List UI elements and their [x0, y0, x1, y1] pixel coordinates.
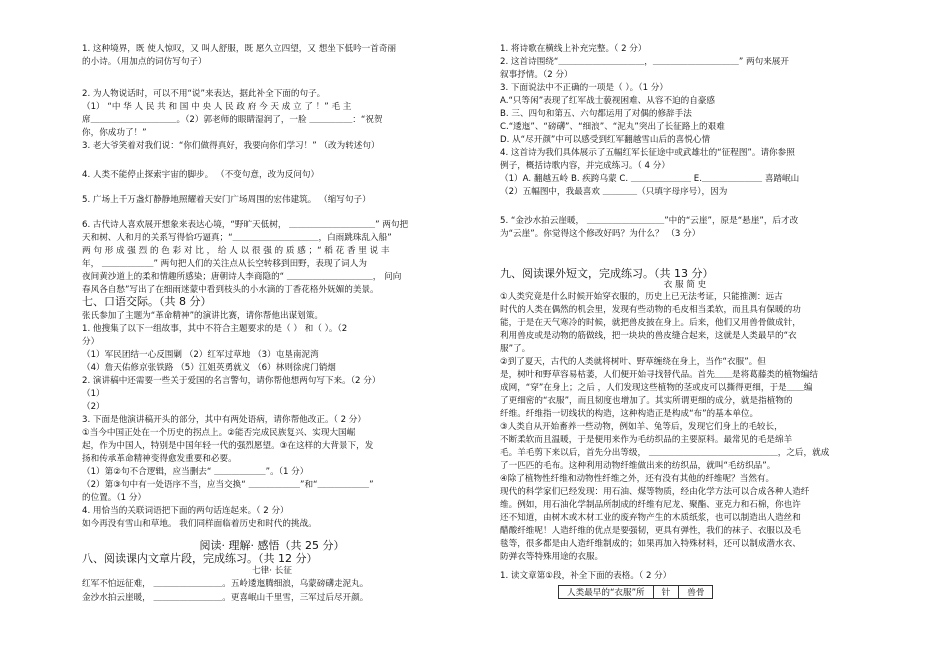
section-heading: 七、口语交际。（共 8 分）: [82, 295, 212, 308]
right-line: 毛。羊毛剪下来以后，首先分出等级， ＿＿＿＿＿＿＿＿＿＿＿＿＿＿＿，之后，就成: [500, 448, 830, 458]
left-line: 3. 老大爷笑着对我们说：“你们做得真好，我要向你们学习！” （改为转述句）: [82, 141, 380, 151]
left-line: （2）第③句中有一处语序不当，应当交换“ ＿＿＿＿＿＿”和“＿＿＿＿＿＿”: [82, 480, 374, 490]
section-heading: 八、阅读课内文章片段，完成练习。（共 12 分）: [82, 552, 318, 565]
left-line: 金沙水拍云崖暖， ＿＿＿＿＿＿＿＿。更喜岷山千里雪，三军过后尽开颜。: [82, 593, 369, 603]
right-line: 现代的科学家们已经发现：用石油、煤等物质，经由化学方法可以合成各种人造纤: [500, 487, 810, 497]
left-line: 席＿＿＿＿＿＿＿＿＿＿。（2）郭老师的眼睛湿润了，一脸 ＿＿＿＿＿：“祝贺: [82, 115, 383, 125]
left-line: （1）: [82, 389, 105, 399]
right-line: 成网，“穿”在身上；之后 ，人们发现这些植物的茎或皮可以撕得更细，于是＿＿编: [500, 383, 813, 393]
left-line: （1）第②句不合逻辑，应当删去“ ＿＿＿＿＿＿”。（1 分）: [82, 467, 309, 477]
right-line: 还不知道，由树木或木材工业的废弃物产生的木质纸浆，也可以制造出人造丝和: [500, 513, 801, 523]
right-line: 2. 这首诗围绕“＿＿＿＿＿＿＿＿＿＿，＿＿＿＿＿＿＿＿＿＿” 两句来展开: [500, 57, 789, 67]
left-line: 的位置。（1 分）: [82, 493, 147, 503]
left-line: 扬和传承革命精神变得愈发重要和必要。: [82, 454, 237, 464]
right-line: A.“只等闲”表现了红军战士藐视困难、从容不迫的自豪感: [500, 96, 716, 106]
left-line: 如今再没有雪山和草地。 我们同样面临着历史和时代的挑战。: [82, 519, 317, 529]
right-line: 1. 将诗歌在横线上补充完整。（ 2 分）: [500, 44, 647, 54]
right-line: ④除了植物性纤维和动物性纤维之外，还有没有其他的纤维呢？当然有。: [500, 474, 775, 484]
left-line: 起，作为中国人，特别是中国年轻一代的强烈愿望。③在这样的大背景下，发: [82, 441, 374, 451]
left-line: 的小诗。（用加点的词仿写句子）: [82, 57, 207, 67]
left-line: 年， ＿＿＿＿＿＿” 两句把人们的关注点从长空转移到田野，表现了词人为: [82, 259, 367, 269]
left-line: 4. 人类不能停止探索宇宙的脚步。 （不变句意，改为反问句）: [82, 170, 320, 180]
right-line: 了更细密的“衣服”，而且韧度也增加了。其实所谓更细的成分，就是指植物的: [500, 396, 793, 406]
poem-title: 七律· 长征: [252, 566, 292, 576]
right-line: 维。例如，用石油化学制品所制成的纤维有尼龙、聚酯、亚克力和石棉，你也许: [500, 500, 801, 510]
left-line: （1） “中 华 人 民 共 和 国 中 央 人 民 政 府 今 天 成 立 了 ！” 毛 主: [82, 102, 352, 112]
section-nine-heading: 九、阅读课外短文，完成练习。（共 13 分）: [500, 267, 714, 280]
left-line: （1）军民团结一心反围剿 （2）红军过草地 （3）屯垦南泥湾: [82, 350, 319, 360]
left-line: ①当今中国正处在一个历史的拐点上。②能否完成民族复兴、实现大国崛: [82, 428, 356, 438]
right-line: B. 三、四句和第五、六句都运用了对偶的修辞手法: [500, 109, 692, 119]
table-cell-label: 人类最早的“衣服”所: [559, 586, 654, 599]
right-line: 3. 下面说法中不正确的一项是（ ）。（1 分）: [500, 83, 668, 93]
right-line: ③人类自从开始畜养一些动物，例如羊、兔等后，发现它们身上的毛较长，: [500, 422, 783, 432]
right-line: 不断柔软而且温暖，于是便用来作为毛纺织品的主要原料。最常见的毛是绵羊: [500, 435, 793, 445]
right-line: 为“云崖”。你觉得这个修改好吗？为什么？ （3 分）: [500, 229, 701, 239]
right-line: ①人类究竟是什么时候开始穿衣服的，历史上已无法考证，只能推测：远古: [500, 292, 783, 302]
right-line: 叙事抒情。（2 分）: [500, 70, 573, 80]
left-line: 张氏参加了主题为“革命精神”的演讲比赛，请你帮他出谋划策。: [82, 311, 323, 321]
right-line: （2）五幅图中，我最喜欢 ＿＿＿＿（只填字母序号），因为: [500, 187, 728, 197]
right-line: （1）A. 翻越五岭 B. 疾跨乌蒙 C. ＿＿＿＿＿＿＿ E.＿＿＿＿＿＿＿ 喜踏岷山: [500, 174, 800, 184]
right-line: 1. 读文章第①段，补全下面的表格。（ 2 分）: [500, 571, 672, 581]
right-line: D. 从“尽开颜”中可以感受到红军翻越雪山后的喜悦心情: [500, 135, 711, 145]
left-line: 红军不怕远征难， ＿＿＿＿＿＿＿＿。五岭逶迤腾细浪，乌蒙磅礴走泥丸。: [82, 579, 369, 589]
left-line: （2）: [82, 402, 105, 412]
section-heading: 阅读· 理解· 感悟（共 25 分）: [199, 539, 345, 552]
left-line: 春风各自愁”写出了在细雨迷蒙中看到枝头的小水滴的丁香花格外妩媚的美景。: [82, 285, 379, 295]
right-line: 是，树叶和野草容易枯萎，人们便开始寻找替代品。首先＿＿是将葛藤类的植物编结: [500, 370, 818, 380]
right-line: C.“逶迤”、“磅礴”、“细浪”、“泥丸”突出了长征路上的艰难: [500, 122, 725, 132]
left-line: 3. 下面是他演讲稿开头的部分，其中有两处语病，请你帮他改正。（ 2 分）: [82, 415, 366, 425]
right-line: 利用兽皮或是动物的筋做线，把一块块的兽皮缝合起来，这就是人类最早的“衣: [500, 331, 797, 341]
answer-table: [558, 585, 713, 599]
right-line: 4. 这首诗为我们具体展示了五幅红军长征途中或武雄壮的“征程图”。请你参照: [500, 148, 795, 158]
right-line: 时代的人类在偶然的机会里，发现有些动物的毛皮相当柔软，而且具有保暖的功: [500, 305, 801, 315]
left-line: （4）詹天佑修京张铁路 （5）江姐英勇就义 （6）林则徐虎门销烟: [82, 363, 336, 373]
left-line: 5. 广场上千万盏灯静静地照耀着天安门广场周围的宏伟建筑。 （缩写句子）: [82, 195, 371, 205]
right-line: 服”了。: [500, 344, 531, 354]
left-line: 2. 为人物说话时，可以不用“说”来表达，据此补全下面的句子。: [82, 89, 326, 99]
left-line: 你，你成功了！”: [82, 128, 147, 138]
left-line: 1. 他搜集了以下一组故事，其中不符合主题要求的是（ ） 和（ ）。（2: [82, 324, 348, 334]
left-line: 分）: [82, 337, 100, 347]
right-line: 例子，概括诗歌内容，并完成练习。（ 4 分）: [500, 161, 670, 171]
right-line: 5. “金沙水拍云崖暖， ＿＿＿＿＿＿＿＿＿”中的“云崖”，原是“悬崖”，后才改: [500, 216, 799, 226]
right-line: 能，于是在天气寒冷的时候，就把兽皮披在身上。后来，他们又用兽骨做成针，: [500, 318, 801, 328]
left-line: 6. 古代诗人喜欢展开想象来表达心境，“野旷天低树， ＿＿＿＿＿＿＿＿＿＿” 两句把: [82, 220, 409, 230]
right-line: ②到了夏天，古代的人类就将树叶、野草缠绕在身上，当作“衣服”。但: [500, 357, 766, 367]
left-line: 4. 用恰当的关联词语把下面的两句话连起来。（ 2 分）: [82, 506, 289, 516]
left-line: 2. 演讲稿中还需要一些关于爱国的名言警句，请你帮他想两句写下来。（2 分）: [82, 376, 381, 386]
right-line: 纤维。纤维指一切线状的构造，这种构造正是构成“布”的基本单位。: [500, 409, 759, 419]
left-line: 两 句 形 成 强 烈 的 色 彩 对 比 ， 给 人 以 很 强 的 质 感 ；“ 稻 花 香 里 说 丰: [82, 246, 390, 256]
table-cell-bone: 兽骨: [679, 586, 713, 599]
right-line: 醋酸纤维呢！人造纤维的优点是要强韧，更具有弹性，我们的袜子、衣服以及毛: [500, 526, 801, 536]
right-line: 了一匹匹的毛布。这种利用动物纤维做出来的纺织品，就叫“毛纺织品”。: [500, 461, 776, 471]
left-line: 天和树、人和月的关系写得恰巧逼真；“＿＿＿＿＿＿＿＿＿＿，白雨跳珠乱入船”: [82, 233, 392, 243]
right-line: 防弹衣等特殊用途的衣服。: [500, 552, 604, 562]
article-title: 衣 服 简 史: [663, 280, 707, 290]
left-line: 1. 这种境界，既 使人惊叹，又 叫人舒服，既 愿久立四望，又 想坐下低吟一首奇丽: [82, 44, 397, 54]
left-line: 夜间黄沙道上的柔和情趣所感染；唐朝诗人李商隐的“ ＿＿＿＿＿＿＿＿＿＿， 问向: [82, 272, 402, 282]
table-cell-needle: 针: [653, 586, 679, 599]
right-line: 毯等，很多都是由人造纤维制成的；如果再加入特殊材料，还可以制成潜水衣、: [500, 539, 801, 549]
